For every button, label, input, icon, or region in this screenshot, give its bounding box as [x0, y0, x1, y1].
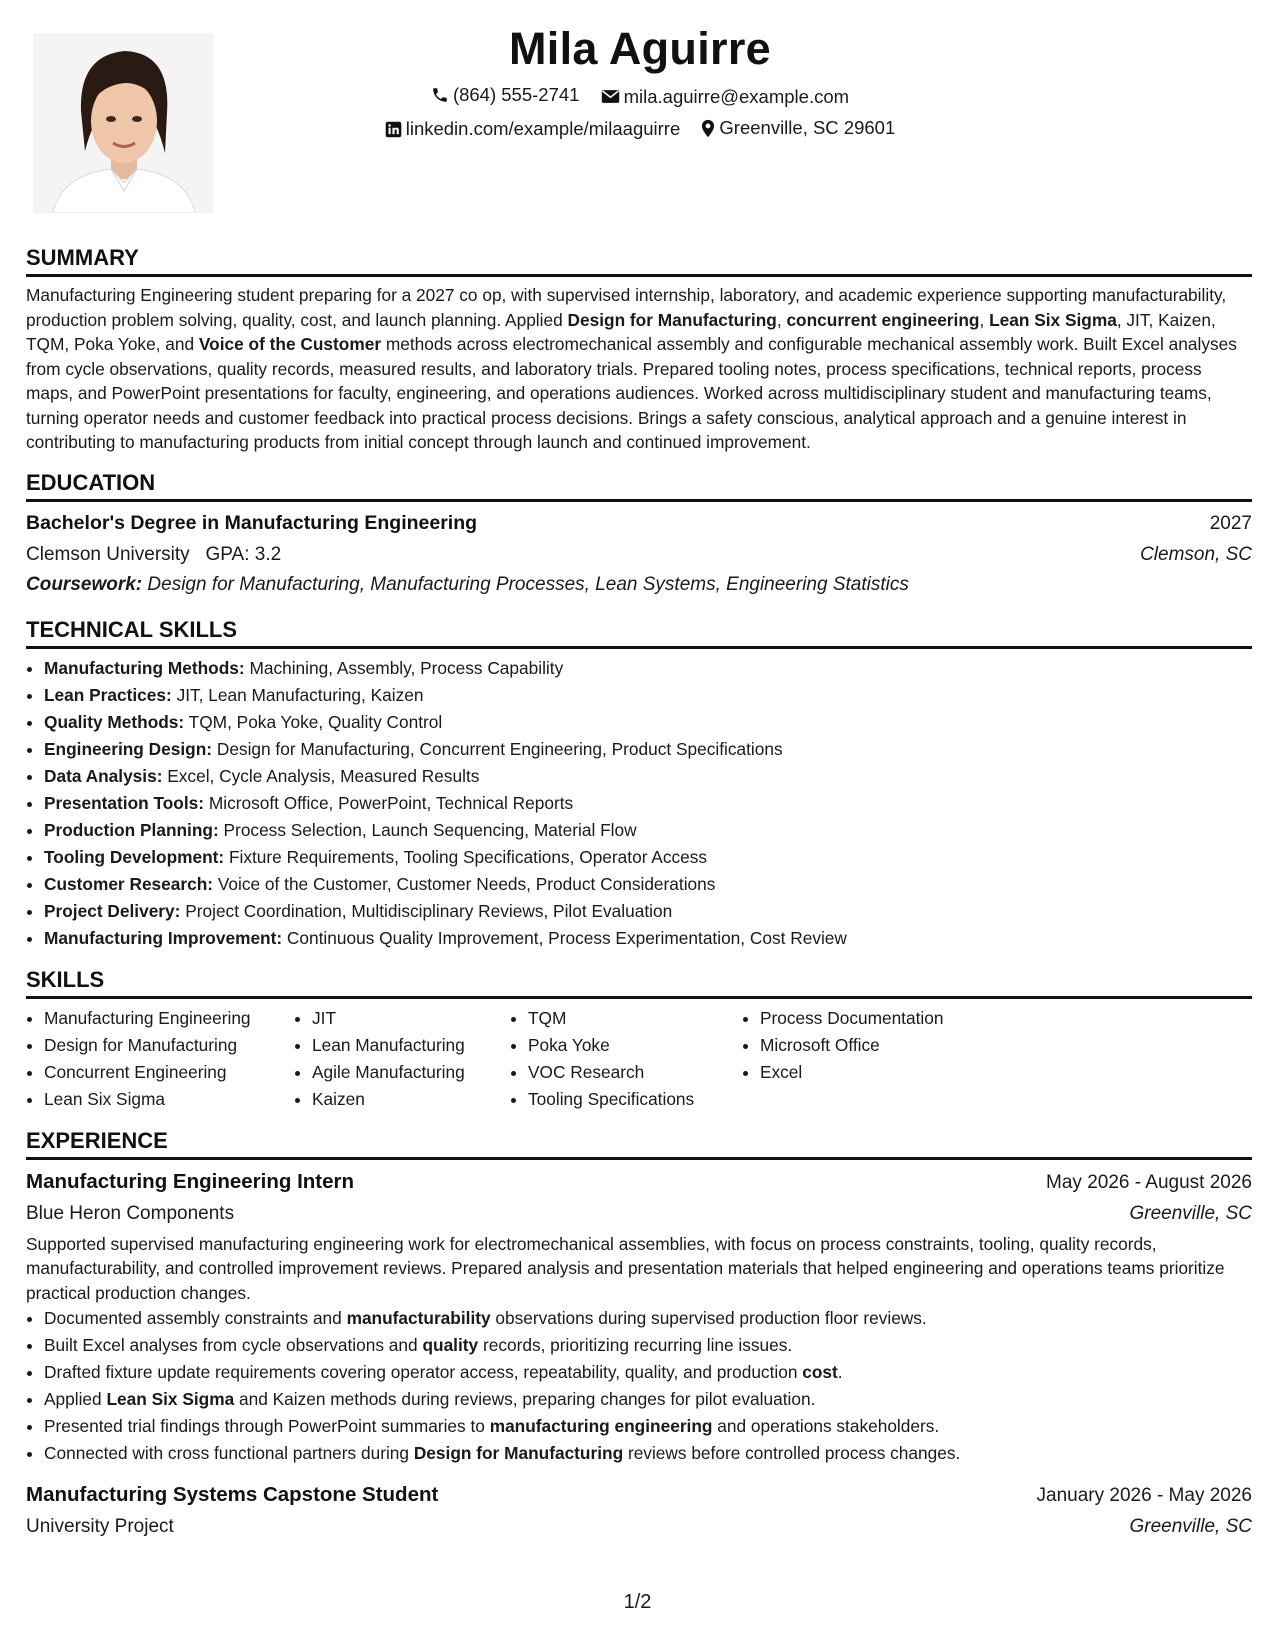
summary-heading: SUMMARY	[26, 244, 1252, 277]
contact-line-2	[210, 113, 1070, 147]
skills-column	[510, 1005, 742, 1113]
job-title: Manufacturing Systems Capstone Student	[26, 1483, 439, 1506]
linkedin-icon	[385, 121, 402, 138]
portrait-image	[33, 33, 213, 213]
education-heading: EDUCATION	[26, 469, 1252, 502]
job-dates: January 2026 - May 2026	[1036, 1485, 1252, 1506]
skill-item: • Excel	[760, 1059, 1020, 1086]
resume-header	[210, 18, 1070, 147]
phone-number: (864) 555-2741	[452, 84, 580, 105]
job-location: Greenville, SC	[1129, 1202, 1252, 1224]
technical-skills-section	[26, 616, 1252, 952]
list-item: • Presented trial findings through PowerPoint summaries to manufacturing engineering and operations stakeholders.	[44, 1413, 1252, 1440]
contact-line-1	[210, 80, 1070, 113]
company-name: University Project	[26, 1516, 174, 1537]
job-entry	[26, 1479, 1252, 1542]
skill-item: • Concurrent Engineering	[44, 1059, 294, 1086]
list-item: • Documented assembly constraints and manufacturability observations during supervised production floor reviews.	[44, 1305, 1252, 1332]
skill-item: • Process Documentation	[760, 1005, 1020, 1032]
list-item: • Production Planning: Process Selection, Launch Sequencing, Material Flow	[44, 817, 1252, 844]
gpa: GPA: 3.2	[205, 543, 282, 565]
linkedin-contact[interactable]	[385, 114, 681, 144]
skill-item: • Lean Manufacturing	[312, 1032, 510, 1059]
envelope-icon	[601, 89, 620, 104]
list-item: • Connected with cross functional partners during Design for Manufacturing reviews before controlled process changes.	[44, 1440, 1252, 1467]
location-contact	[701, 113, 895, 143]
location-text: Greenville, SC 29601	[719, 117, 896, 138]
list-item: • Lean Practices: JIT, Lean Manufacturing, Kaizen	[44, 682, 1252, 709]
job-location: Greenville, SC	[1129, 1516, 1252, 1537]
list-item: • Applied Lean Six Sigma and Kaizen methods during reviews, preparing changes for pilot evaluation.	[44, 1386, 1252, 1413]
skill-item: • Tooling Specifications	[528, 1086, 742, 1113]
skill-item: • Agile Manufacturing	[312, 1059, 510, 1086]
email-contact[interactable]	[601, 82, 849, 112]
summary-text: Manufacturing Engineering student preparing for a 2027 co op, with supervised internship, laboratory, and academic experience supporting manufacturability, production problem solving, quality, cost, and launch planning. Applied Design for Manufacturing, concurrent engineering, Lean Six Sigma, JIT, Kaizen, TQM, Poka Yoke, and Voice of the Customer methods across electromechanical assembly and configurable mechanical assembly work. Built Excel analyses from cycle observations, quality records, measured results, and laboratory trials. Prepared tooling notes, process specifications, technical reports, process maps, and PowerPoint presentations for faculty, engineering, and operations audiences. Worked across multidisciplinary student and manufacturing teams, turning operator needs and customer feedback into practical process decisions. Brings a safety conscious, analytical approach and a genuine interest in contributing to manufacturing products from initial concept through launch and continued improvement.	[26, 285, 1237, 452]
skill-item: • Kaizen	[312, 1086, 510, 1113]
job-description: Supported supervised manufacturing engineering work for electromechanical assemblies, with focus on process constraints, tooling, quality records, manufacturability, and controlled improvement reviews. Prepared analysis and presentation materials that helped engineering and operations teams prioritize practical production changes.	[26, 1233, 1225, 1303]
skills-column	[294, 1005, 510, 1113]
list-item: • Quality Methods: TQM, Poka Yoke, Quality Control	[44, 709, 1252, 736]
profile-photo	[33, 33, 213, 213]
skill-item: • VOC Research	[528, 1059, 742, 1086]
list-item: • Project Delivery: Project Coordination, Multidisciplinary Reviews, Pilot Evaluation	[44, 898, 1252, 925]
skills-column	[742, 1005, 1020, 1113]
email-address[interactable]: mila.aguirre@example.com	[623, 85, 850, 107]
skill-item: • Manufacturing Engineering	[44, 1005, 294, 1032]
skills-column	[26, 1005, 294, 1113]
degree-title: Bachelor's Degree in Manufacturing Engineering	[26, 511, 478, 534]
list-item: • Drafted fixture update requirements covering operator access, repeatability, quality, and production cost.	[44, 1359, 1252, 1386]
page-number: 1/2	[623, 1591, 652, 1613]
skills-heading: SKILLS	[26, 966, 1252, 999]
list-item: • Data Analysis: Excel, Cycle Analysis, Measured Results	[44, 763, 1252, 790]
map-pin-icon	[701, 119, 715, 138]
candidate-name: Mila Aguirre	[509, 23, 771, 74]
list-item: • Built Excel analyses from cycle observations and quality records, prioritizing recurring line issues.	[44, 1332, 1252, 1359]
skills-section	[26, 966, 1252, 1113]
skill-item: • Microsoft Office	[760, 1032, 1020, 1059]
job-bullets	[26, 1305, 1252, 1467]
education-section	[26, 469, 1252, 600]
skill-item: • Poka Yoke	[528, 1032, 742, 1059]
list-item: • Customer Research: Voice of the Customer, Customer Needs, Product Considerations	[44, 871, 1252, 898]
technical-skills-list	[26, 655, 1252, 952]
list-item: • Manufacturing Improvement: Continuous Quality Improvement, Process Experimentation, Cost Review	[44, 925, 1252, 952]
skills-grid	[26, 1005, 1252, 1113]
list-item: • Engineering Design: Design for Manufacturing, Concurrent Engineering, Product Specifications	[44, 736, 1252, 763]
list-item: • Tooling Development: Fixture Requirements, Tooling Specifications, Operator Access	[44, 844, 1252, 871]
skill-item: • JIT	[312, 1005, 510, 1032]
list-item: • Manufacturing Methods: Machining, Assembly, Process Capability	[44, 655, 1252, 682]
job-dates: May 2026 - August 2026	[1046, 1171, 1252, 1193]
school-name: Clemson University GPA: 3.2	[26, 543, 282, 565]
resume-body	[26, 244, 1252, 1556]
coursework: Coursework: Design for Manufacturing, Manufacturing Processes, Lean Systems, Engineering Statistics	[26, 573, 909, 595]
skill-item: • TQM	[528, 1005, 742, 1032]
company-name: Blue Heron Components	[26, 1202, 235, 1224]
experience-section	[26, 1127, 1252, 1543]
skill-item: • Lean Six Sigma	[44, 1086, 294, 1113]
job-title: Manufacturing Engineering Intern	[26, 1169, 355, 1193]
linkedin-url[interactable]: linkedin.com/example/milaaguirre	[405, 118, 681, 139]
experience-heading: EXPERIENCE	[26, 1127, 1252, 1160]
phone-contact	[431, 80, 580, 110]
technical-skills-heading: TECHNICAL SKILLS	[26, 616, 1252, 649]
skill-item: • Design for Manufacturing	[44, 1032, 294, 1059]
school-location: Clemson, SC	[1140, 543, 1252, 565]
graduation-year: 2027	[1209, 512, 1252, 534]
job-entry	[26, 1166, 1252, 1468]
list-item: • Presentation Tools: Microsoft Office, PowerPoint, Technical Reports	[44, 790, 1252, 817]
summary-section	[26, 244, 1252, 455]
phone-icon	[431, 86, 449, 104]
